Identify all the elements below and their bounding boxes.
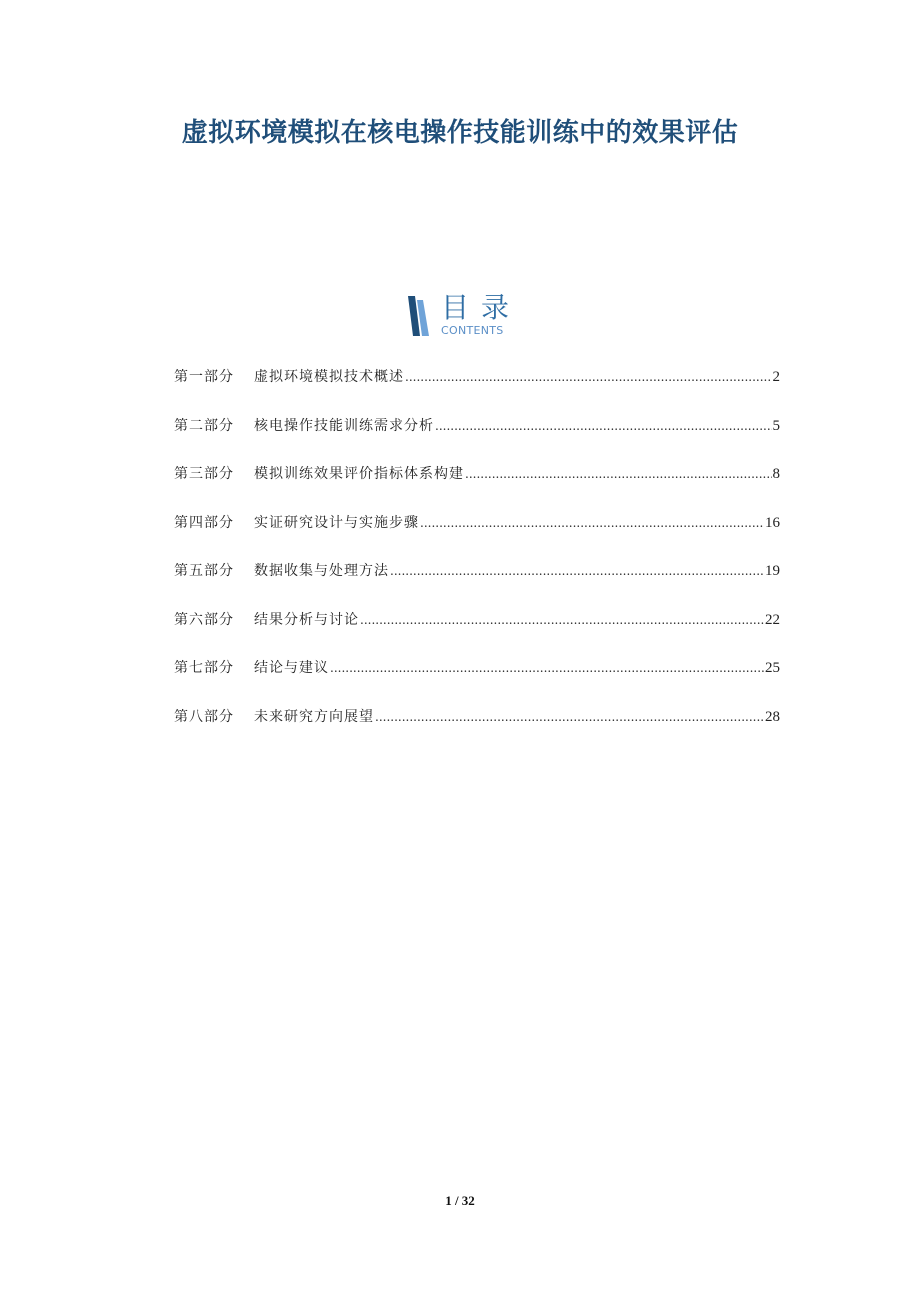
toc-entry[interactable] — [174, 512, 780, 561]
toc-entry-page: 25 — [765, 660, 780, 676]
toc-entry-part: 第三部分 — [174, 466, 234, 482]
document-title: 虚拟环境模拟在核电操作技能训练中的效果评估 — [181, 118, 739, 148]
toc-entry-title: 模拟训练效果评价指标体系构建 — [254, 466, 464, 482]
toc-entry-leader — [375, 710, 764, 724]
toc-entry[interactable] — [174, 463, 780, 512]
toc-entry[interactable] — [174, 366, 780, 415]
toc-list — [174, 366, 780, 754]
toc-entry-page: 22 — [765, 611, 780, 628]
toc-entry-title: 核电操作技能训练需求分析 — [254, 417, 434, 434]
toc-entry-part: 第六部分 — [174, 611, 234, 628]
toc-entry-title: 结果分析与讨论 — [254, 611, 359, 628]
toc-entry-leader — [405, 370, 772, 384]
toc-entry-title: 实证研究设计与实施步骤 — [254, 514, 419, 531]
toc-entry[interactable] — [174, 560, 780, 609]
toc-subheading: CONTENTS — [441, 324, 504, 337]
toc-entry-page: 16 — [765, 514, 780, 531]
toc-entry-page: 2 — [772, 369, 780, 385]
toc-entry[interactable] — [174, 609, 780, 658]
toc-logo-icon — [408, 296, 430, 336]
toc-entry-part: 第八部分 — [174, 708, 234, 725]
toc-entry-title: 结论与建议 — [254, 660, 329, 676]
toc-entry-page: 5 — [772, 417, 780, 434]
toc-entry-leader — [420, 516, 764, 530]
toc-entry-leader — [360, 613, 764, 627]
toc-entry-page: 28 — [765, 708, 780, 725]
toc-entry-part: 第一部分 — [174, 369, 234, 385]
toc-header — [408, 292, 548, 340]
page-number: 1 / 32 — [445, 1193, 475, 1208]
toc-entry-part: 第七部分 — [174, 660, 234, 676]
toc-entry-page: 19 — [765, 563, 780, 579]
toc-entry-part: 第五部分 — [174, 563, 234, 579]
toc-entry-part: 第二部分 — [174, 417, 234, 434]
toc-entry-leader — [330, 661, 764, 675]
toc-entry-leader — [465, 467, 772, 481]
toc-entry-leader — [390, 564, 764, 578]
toc-entry-part: 第四部分 — [174, 514, 234, 531]
toc-entry[interactable] — [174, 706, 780, 755]
toc-entry-title: 数据收集与处理方法 — [254, 563, 389, 579]
toc-entry-title: 虚拟环境模拟技术概述 — [254, 369, 404, 385]
toc-entry-page: 8 — [772, 466, 780, 482]
toc-entry-title: 未来研究方向展望 — [254, 708, 374, 725]
toc-entry[interactable] — [174, 657, 780, 706]
toc-entry[interactable] — [174, 415, 780, 464]
toc-heading: 目录 — [441, 291, 522, 324]
toc-entry-leader — [435, 419, 772, 433]
